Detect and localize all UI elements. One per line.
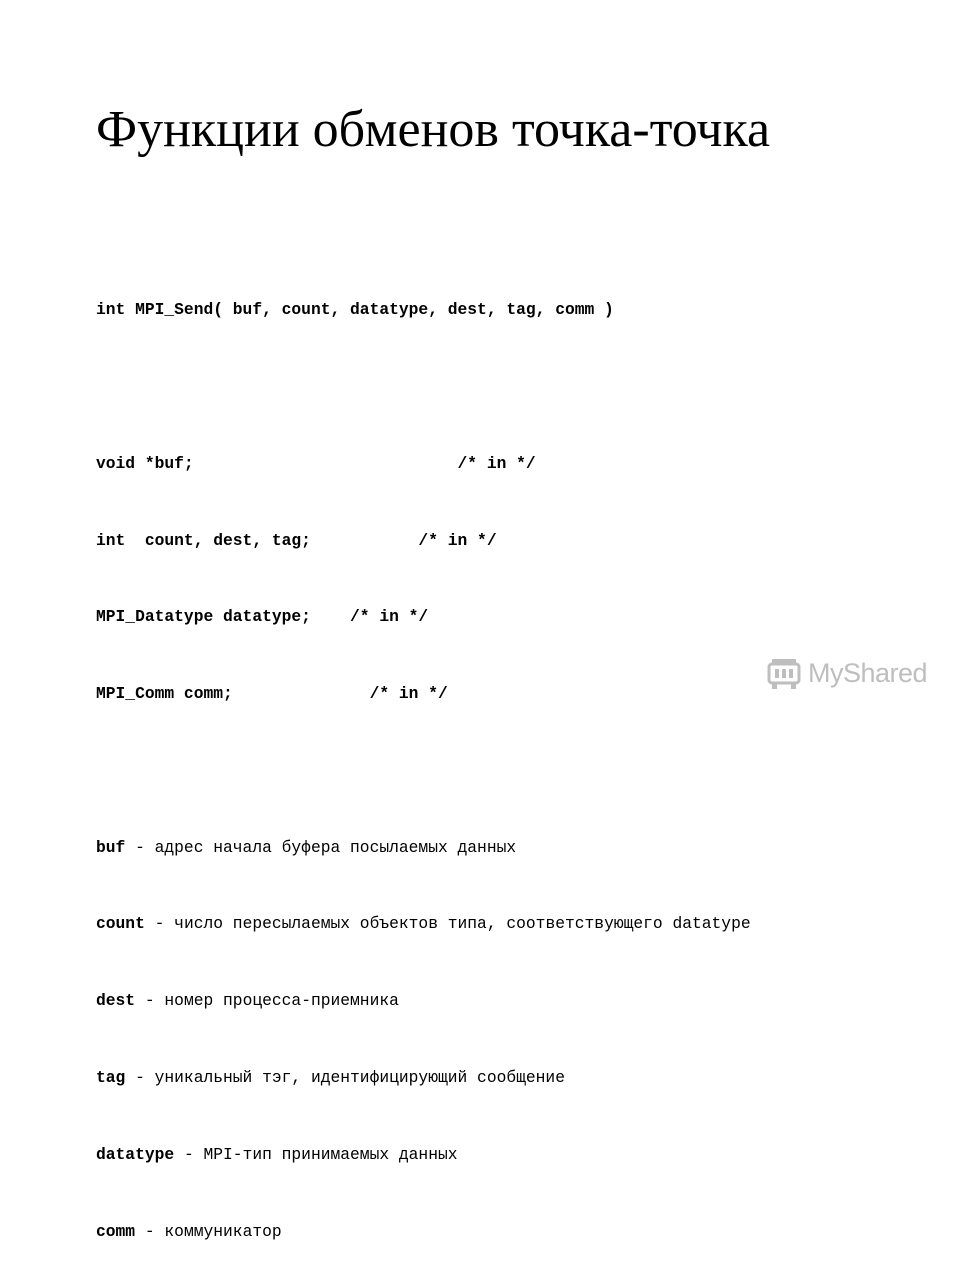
param-line [96, 1065, 751, 1091]
param-desc: - адрес начала буфера посылаемых данных [125, 837, 517, 857]
watermark-text: MyShared [808, 657, 928, 688]
function-signature: int MPI_Send( buf, count, datatype, dest, tag, comm ) [96, 300, 614, 320]
param-desc: - коммуникатор [135, 1221, 282, 1241]
param-name: comm [96, 1221, 136, 1241]
blank-line [96, 758, 751, 784]
code-block [96, 246, 751, 1270]
param-name: datatype [96, 1144, 175, 1164]
declaration-line: int count, dest, tag; /* in */ [96, 530, 497, 550]
param-name: tag [96, 1068, 126, 1087]
myshared-logo-icon [766, 655, 802, 691]
param-line [96, 988, 751, 1014]
declaration-line: void *buf; /* in */ [96, 453, 536, 473]
watermark [766, 655, 927, 691]
param-line [96, 911, 751, 937]
param-desc: - уникальный тэг, идентифицирующий сообщение [125, 1068, 565, 1087]
param-line [96, 835, 751, 861]
param-name: dest [96, 991, 136, 1011]
declaration-line: MPI_Comm comm; /* in */ [96, 684, 448, 704]
param-line [96, 1142, 751, 1168]
declaration-line: MPI_Datatype datatype; /* in */ [96, 607, 429, 627]
blank-line [96, 374, 751, 400]
param-name: count [96, 914, 145, 934]
param-desc: - число пересылаемых объектов типа, соответствующего datatype [144, 914, 751, 934]
param-desc: - MPI-тип принимаемых данных [174, 1144, 458, 1164]
slide-title: Функции обменов точка-точка [96, 101, 771, 158]
param-desc: - номер процесса-приемника [135, 991, 399, 1011]
param-name: buf [96, 837, 126, 857]
param-line [96, 1219, 751, 1245]
